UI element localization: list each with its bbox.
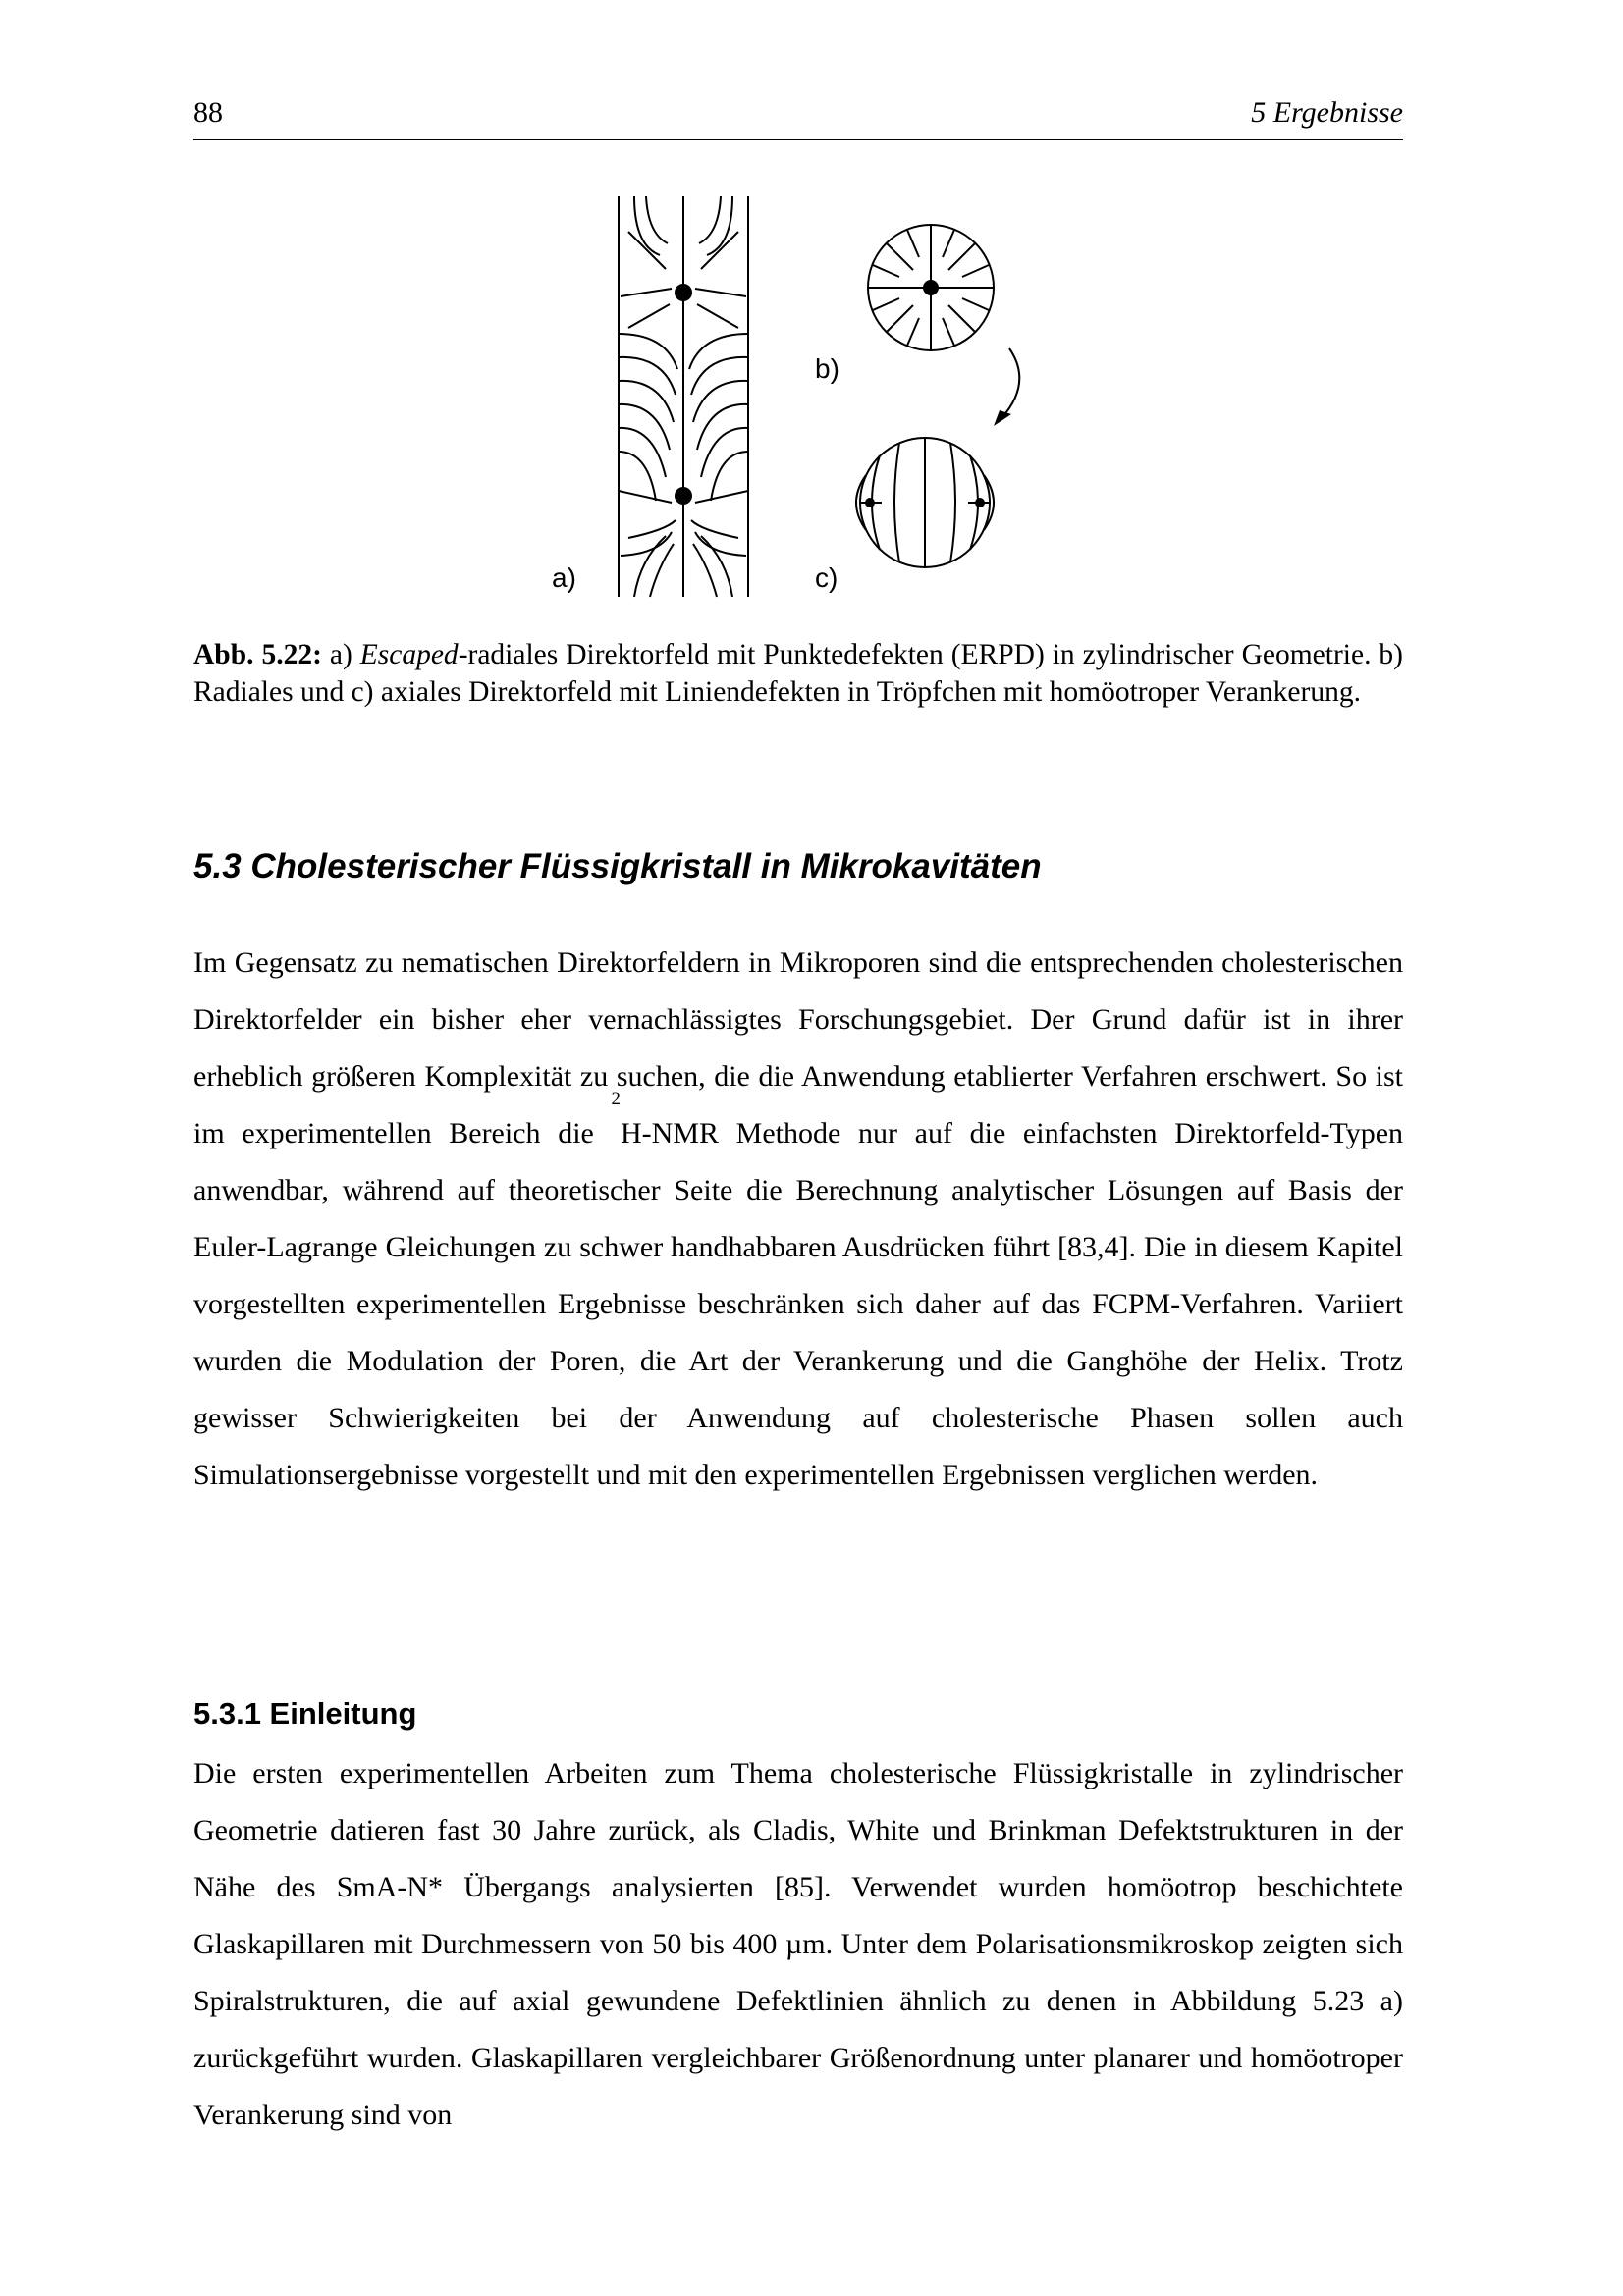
line-defect-right (975, 498, 985, 507)
arrow-head (994, 410, 1011, 426)
page-number: 88 (193, 96, 223, 129)
radial-defect-center (923, 280, 939, 295)
section-paragraph (193, 934, 1403, 1504)
figure-label-a: a) (552, 562, 576, 593)
subsection-paragraph: Die ersten experimentellen Arbeiten zum Thema cholesterische Flüssigkristalle in zylindrischer Geometrie datieren fast 30 Jahre zurück, als Cladis, White und Brinkman Defektstrukturen in der Nähe des SmA-N* Übergangs analysierten [85]. Verwendet wurden homöotrop beschichtete Glaskapillaren mit Durchmessern von 50 bis 400 µm. Unter dem Polarisationsmikroskop zeigten sich Spiralstrukturen, die auf axial gewundene Defektlinien ähnlich zu denen in Abbildung 5.23 a) zurückgeführt wurden. Glaskapillaren vergleichbarer Größenordnung unter planarer und homöotroper Verankerung sind von (193, 1757, 1403, 2131)
caption-part1: a) (321, 639, 360, 670)
para1-text-b: H-NMR Methode nur auf die einfachsten Direktorfeld-Typen anwendbar, während auf theoretischer Seite die Berechnung analytischer Lösungen auf Basis der Euler-Lagrange Gleichungen zu schwer handhabbaren Ausdrücken führt [83,4]. Die in diesem Kapitel vorgestellten experimentellen Ergebnisse beschränken sich daher auf das FCPM-Verfahren. Variiert wurden die Modulation der Poren, die Art der Verankerung und die Ganghöhe der Helix. Trotz gewisser Schwierigkeiten bei der Anwendung auf cholesterische Phasen sollen auch Simulationsergebnisse vorgestellt und mit den experimentellen Ergebnissen verglichen werden. (193, 1117, 1404, 1491)
para1-text-a: Im Gegensatz zu nematischen Direktorfeldern in Mikroporen sind die entsprechenden cholesterischen Direktorfelder ein bisher eher vernachlässigtes Forschungsgebiet. Der Grund dafür ist in ihrer erheblich größeren Komplexität zu suchen, die die Anwendung etablierter Verfahren erschwert. So ist im experimentellen Bereich die (193, 946, 1403, 1149)
figure-director-fields (550, 187, 1080, 609)
point-defect-upper (675, 284, 692, 301)
figure-label-b: b) (815, 353, 839, 384)
page-header (193, 96, 1403, 140)
line-defect-left (865, 498, 875, 507)
caption-part2: -radiales Direktorfeld mit Punktedefekten (ERPD) in zylindrischer Geometrie. b) Radiales und c) axiales Direktorfeld mit Liniendefekten in Tröpfchen mit homöotroper Verankerung. (193, 639, 1403, 708)
figure-label-c: c) (815, 562, 839, 593)
section-heading: 5.3 Cholesterischer Flüssigkristall in Mikrokavitäten (193, 847, 1042, 885)
transition-arrow (1001, 348, 1019, 418)
running-head: 5 Ergebnisse (1251, 96, 1403, 129)
director-field-diagram (550, 187, 1080, 609)
point-defect-lower (675, 487, 692, 505)
subsection-heading: 5.3.1 Einleitung (193, 1696, 417, 1731)
caption-italic: Escaped (359, 639, 459, 670)
figure-caption (193, 636, 1403, 711)
para1-superscript: 2 (611, 1089, 622, 1109)
caption-label: Abb. 5.22: (193, 639, 322, 670)
